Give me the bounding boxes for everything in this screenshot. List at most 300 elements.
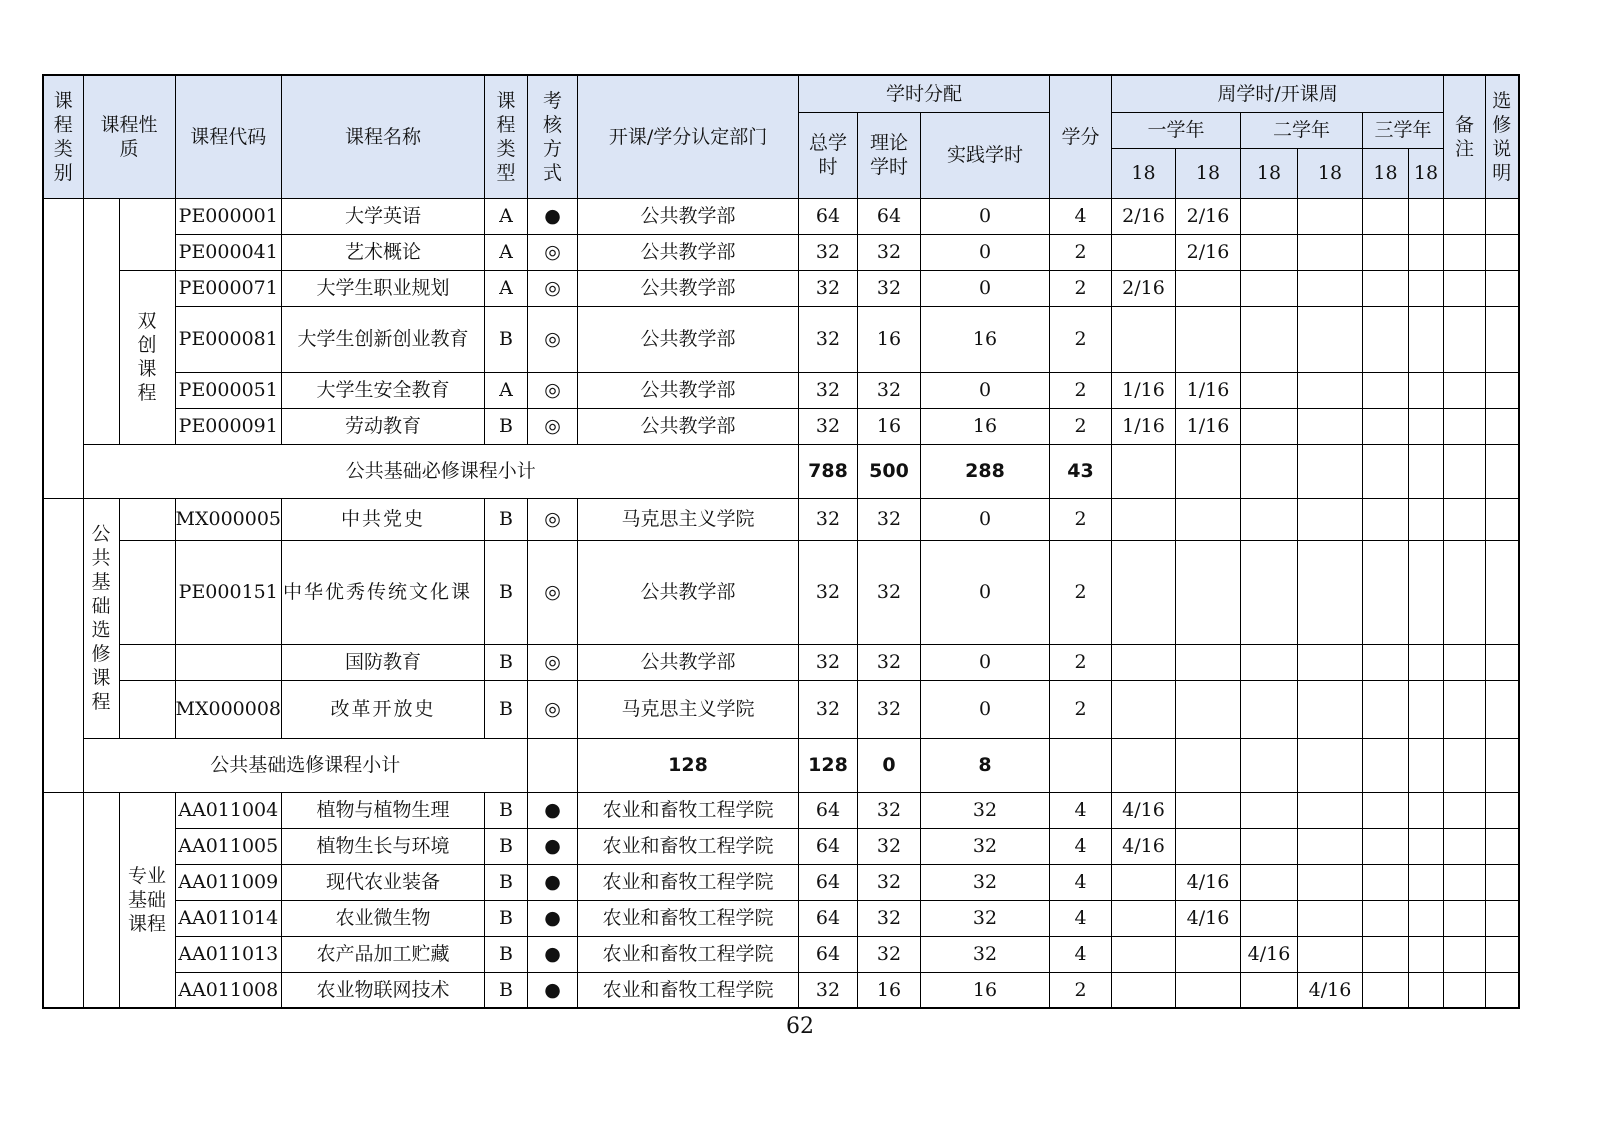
subnature-cell xyxy=(119,198,175,270)
week-cell xyxy=(1112,680,1176,738)
week-cell xyxy=(1409,864,1444,900)
assessment-mark: ● xyxy=(528,198,578,234)
department: 公共教学部 xyxy=(578,372,799,408)
course-code: PE000091 xyxy=(175,408,282,444)
subtotal-credits: 43 xyxy=(1050,444,1112,498)
week-cell xyxy=(1409,198,1444,234)
week-cell xyxy=(1176,498,1241,540)
credits: 2 xyxy=(1050,270,1112,306)
week-cell: 2/16 xyxy=(1112,270,1176,306)
department: 农业和畜牧工程学院 xyxy=(578,828,799,864)
week-cell xyxy=(1363,270,1409,306)
week-cell xyxy=(1363,644,1409,680)
week-cell xyxy=(1241,792,1298,828)
table-row xyxy=(43,900,1519,936)
header-weekly: 周学时/开课周 xyxy=(1112,75,1444,112)
practice-hours: 0 xyxy=(921,498,1050,540)
week-cell xyxy=(1176,306,1241,372)
assessment-mark: ● xyxy=(528,936,578,972)
course-type: B xyxy=(485,900,528,936)
elective-note-cell xyxy=(1486,372,1519,408)
assessment-mark: ◎ xyxy=(528,372,578,408)
week-cell: 1/16 xyxy=(1112,372,1176,408)
week-cell xyxy=(1176,792,1241,828)
assessment-mark: ● xyxy=(528,972,578,1008)
week-cell xyxy=(1241,198,1298,234)
subtotal-credits: 8 xyxy=(921,738,1050,792)
header-week: 18 xyxy=(1112,148,1176,198)
course-name: 大学生创新创业教育 xyxy=(282,306,485,372)
week-cell xyxy=(1409,540,1444,644)
week-cell xyxy=(1241,900,1298,936)
department: 公共教学部 xyxy=(578,234,799,270)
theory-hours: 16 xyxy=(858,408,921,444)
practice-hours: 0 xyxy=(921,372,1050,408)
subtotal-theory-hours: 128 xyxy=(799,738,858,792)
elective-note-cell xyxy=(1486,408,1519,444)
course-type: B xyxy=(485,936,528,972)
week-cell xyxy=(1298,828,1363,864)
practice-hours: 32 xyxy=(921,864,1050,900)
theory-hours: 32 xyxy=(858,644,921,680)
table-row xyxy=(43,372,1519,408)
header-week: 18 xyxy=(1298,148,1363,198)
header-course-category: 课程类别 xyxy=(43,75,83,198)
week-cell: 4/16 xyxy=(1241,936,1298,972)
week-cell xyxy=(1176,540,1241,644)
remarks-cell xyxy=(1444,540,1486,644)
total-hours: 64 xyxy=(799,900,858,936)
course-code: AA011014 xyxy=(175,900,282,936)
week-cell xyxy=(1363,198,1409,234)
course-code: PE000071 xyxy=(175,270,282,306)
week-cell xyxy=(1409,444,1444,498)
remarks-cell xyxy=(1444,270,1486,306)
elective-note-cell xyxy=(1486,270,1519,306)
course-type: B xyxy=(485,408,528,444)
header-department: 开课/学分认定部门 xyxy=(578,75,799,198)
week-cell xyxy=(1176,644,1241,680)
group-label-public-elective: 公共基础选修课程 xyxy=(83,498,119,738)
week-cell xyxy=(1363,900,1409,936)
practice-hours: 16 xyxy=(921,972,1050,1008)
week-cell xyxy=(1409,498,1444,540)
elective-note-cell xyxy=(1486,864,1519,900)
remarks-cell xyxy=(1444,828,1486,864)
course-type: B xyxy=(485,644,528,680)
remarks-cell xyxy=(1444,498,1486,540)
header-theory-hours: 理论学时 xyxy=(858,112,921,198)
course-name: 大学生职业规划 xyxy=(282,270,485,306)
elective-note-cell xyxy=(1486,900,1519,936)
assessment-mark: ◎ xyxy=(528,644,578,680)
elective-note-cell xyxy=(1486,972,1519,1008)
course-type: B xyxy=(485,680,528,738)
week-cell xyxy=(1363,738,1409,792)
course-name: 国防教育 xyxy=(282,644,485,680)
credits: 2 xyxy=(1050,408,1112,444)
week-cell xyxy=(1409,372,1444,408)
course-type: A xyxy=(485,372,528,408)
week-cell: 4/16 xyxy=(1112,792,1176,828)
remarks-cell xyxy=(1444,644,1486,680)
credits: 4 xyxy=(1050,198,1112,234)
week-cell xyxy=(1298,644,1363,680)
remarks-cell xyxy=(1444,372,1486,408)
course-code: PE000151 xyxy=(175,540,282,644)
course-type: A xyxy=(485,198,528,234)
credits: 2 xyxy=(1050,372,1112,408)
course-code: AA011009 xyxy=(175,864,282,900)
week-cell xyxy=(1409,270,1444,306)
week-cell xyxy=(1363,408,1409,444)
category-cell xyxy=(43,498,83,792)
week-cell xyxy=(1241,738,1298,792)
credits: 2 xyxy=(1050,234,1112,270)
table-row xyxy=(43,234,1519,270)
assessment-mark: ◎ xyxy=(528,270,578,306)
header-course-type: 课程类型 xyxy=(485,75,528,198)
table-row xyxy=(43,864,1519,900)
subtotal-label: 公共基础选修课程小计 xyxy=(83,738,528,792)
week-cell xyxy=(1176,680,1241,738)
subnature-cell xyxy=(119,644,175,680)
week-cell xyxy=(1363,372,1409,408)
course-code: PE000051 xyxy=(175,372,282,408)
week-cell xyxy=(1409,408,1444,444)
subtotal-practice-hours: 288 xyxy=(921,444,1050,498)
department: 公共教学部 xyxy=(578,644,799,680)
course-name: 大学英语 xyxy=(282,198,485,234)
header-practice-hours: 实践学时 xyxy=(921,112,1050,198)
assessment-mark: ● xyxy=(528,864,578,900)
department: 公共教学部 xyxy=(578,306,799,372)
total-hours: 64 xyxy=(799,864,858,900)
week-cell xyxy=(1409,936,1444,972)
course-type: B xyxy=(485,828,528,864)
course-code xyxy=(175,644,282,680)
table-row xyxy=(43,792,1519,828)
nature-cell xyxy=(83,792,119,1008)
header-week: 18 xyxy=(1241,148,1298,198)
subtotal-practice-hours: 0 xyxy=(858,738,921,792)
week-cell xyxy=(1241,644,1298,680)
elective-note-cell xyxy=(1486,792,1519,828)
elective-note-cell xyxy=(1486,936,1519,972)
course-type: B xyxy=(485,498,528,540)
credits: 4 xyxy=(1050,936,1112,972)
week-cell: 1/16 xyxy=(1176,372,1241,408)
credits: 4 xyxy=(1050,792,1112,828)
remarks-cell xyxy=(1444,972,1486,1008)
week-cell xyxy=(1112,936,1176,972)
remarks-cell xyxy=(1409,738,1444,792)
remarks-cell xyxy=(1444,234,1486,270)
elective-note-cell xyxy=(1486,444,1519,498)
course-name: 现代农业装备 xyxy=(282,864,485,900)
total-hours: 32 xyxy=(799,408,858,444)
total-hours: 32 xyxy=(799,540,858,644)
department: 马克思主义学院 xyxy=(578,498,799,540)
total-hours: 32 xyxy=(799,234,858,270)
remarks-cell xyxy=(1444,792,1486,828)
week-cell xyxy=(1363,680,1409,738)
theory-hours: 64 xyxy=(858,198,921,234)
course-type: A xyxy=(485,234,528,270)
week-cell xyxy=(1241,498,1298,540)
week-cell xyxy=(1409,828,1444,864)
table-row xyxy=(43,540,1519,644)
week-cell xyxy=(1298,864,1363,900)
course-name: 农产品加工贮藏 xyxy=(282,936,485,972)
week-cell: 4/16 xyxy=(1112,828,1176,864)
week-cell xyxy=(1363,306,1409,372)
credits: 4 xyxy=(1050,900,1112,936)
week-cell: 2/16 xyxy=(1176,234,1241,270)
subnature-cell xyxy=(119,498,175,540)
subtotal-total-hours: 788 xyxy=(799,444,858,498)
credits: 4 xyxy=(1050,828,1112,864)
week-cell xyxy=(1241,828,1298,864)
theory-hours: 32 xyxy=(858,498,921,540)
course-code: MX000008 xyxy=(175,680,282,738)
practice-hours: 0 xyxy=(921,680,1050,738)
week-cell xyxy=(1298,306,1363,372)
course-code: AA011005 xyxy=(175,828,282,864)
practice-hours: 0 xyxy=(921,198,1050,234)
week-cell xyxy=(1409,680,1444,738)
remarks-cell xyxy=(1444,936,1486,972)
subtotal-row-required xyxy=(43,444,1519,498)
header-remarks: 备注 xyxy=(1444,75,1486,198)
table-row xyxy=(43,498,1519,540)
remarks-cell xyxy=(1444,900,1486,936)
practice-hours: 32 xyxy=(921,792,1050,828)
week-cell xyxy=(1363,444,1409,498)
assessment-mark: ◎ xyxy=(528,234,578,270)
week-cell xyxy=(1241,972,1298,1008)
remarks-cell xyxy=(1444,198,1486,234)
department: 农业和畜牧工程学院 xyxy=(578,972,799,1008)
week-cell xyxy=(1298,372,1363,408)
practice-hours: 32 xyxy=(921,900,1050,936)
table-row xyxy=(43,198,1519,234)
group-label-shuangchuang: 双创课程 xyxy=(119,270,175,444)
course-name: 改革开放史 xyxy=(282,680,485,738)
elective-note-cell xyxy=(1444,738,1486,792)
week-cell xyxy=(1298,198,1363,234)
credits: 2 xyxy=(1050,498,1112,540)
practice-hours: 0 xyxy=(921,234,1050,270)
table-row xyxy=(43,408,1519,444)
course-type: B xyxy=(485,540,528,644)
department: 公共教学部 xyxy=(578,408,799,444)
week-cell xyxy=(1241,234,1298,270)
table-row xyxy=(43,680,1519,738)
week-cell xyxy=(1363,498,1409,540)
week-cell xyxy=(1176,936,1241,972)
elective-note-cell xyxy=(1486,540,1519,644)
header-week: 18 xyxy=(1176,148,1241,198)
week-cell: 4/16 xyxy=(1176,864,1241,900)
course-plan-table-wrapper xyxy=(42,74,1520,1009)
week-cell xyxy=(1363,972,1409,1008)
practice-hours: 0 xyxy=(921,270,1050,306)
week-cell xyxy=(1298,680,1363,738)
header-course-name: 课程名称 xyxy=(282,75,485,198)
subtotal-theory-hours: 500 xyxy=(858,444,921,498)
week-cell xyxy=(1241,306,1298,372)
elective-note-cell xyxy=(1486,644,1519,680)
theory-hours: 32 xyxy=(858,270,921,306)
subtotal-department xyxy=(528,738,578,792)
week-cell xyxy=(1409,792,1444,828)
credits: 4 xyxy=(1050,864,1112,900)
elective-note-cell xyxy=(1486,828,1519,864)
department: 公共教学部 xyxy=(578,540,799,644)
theory-hours: 16 xyxy=(858,972,921,1008)
header-course-nature: 课程性质 xyxy=(83,75,175,198)
total-hours: 64 xyxy=(799,936,858,972)
week-cell xyxy=(1112,972,1176,1008)
table-row xyxy=(43,270,1519,306)
department: 农业和畜牧工程学院 xyxy=(578,900,799,936)
week-cell: 2/16 xyxy=(1176,198,1241,234)
week-cell: 4/16 xyxy=(1176,900,1241,936)
week-cell: 4/16 xyxy=(1298,972,1363,1008)
total-hours: 32 xyxy=(799,270,858,306)
course-code: PE000001 xyxy=(175,198,282,234)
assessment-mark: ● xyxy=(528,792,578,828)
week-cell xyxy=(1112,498,1176,540)
week-cell: 2/16 xyxy=(1112,198,1176,234)
elective-note-cell xyxy=(1486,198,1519,234)
subtotal-total-hours: 128 xyxy=(578,738,799,792)
subnature-cell xyxy=(119,540,175,644)
header-elective-note: 选修说明 xyxy=(1486,75,1519,198)
week-cell xyxy=(1409,900,1444,936)
course-code: MX000005 xyxy=(175,498,282,540)
week-cell xyxy=(1050,738,1112,792)
subtotal-row-elective xyxy=(43,738,1519,792)
theory-hours: 32 xyxy=(858,680,921,738)
remarks-cell xyxy=(1444,408,1486,444)
week-cell xyxy=(1241,680,1298,738)
total-hours: 32 xyxy=(799,306,858,372)
category-cell xyxy=(43,792,83,1008)
department: 农业和畜牧工程学院 xyxy=(578,864,799,900)
total-hours: 32 xyxy=(799,372,858,408)
course-code: AA011008 xyxy=(175,972,282,1008)
practice-hours: 0 xyxy=(921,540,1050,644)
week-cell xyxy=(1112,444,1176,498)
week-cell xyxy=(1112,900,1176,936)
group-label-professional-basic: 专业基础课程 xyxy=(119,792,175,1008)
week-cell xyxy=(1298,234,1363,270)
theory-hours: 32 xyxy=(858,828,921,864)
header-course-code: 课程代码 xyxy=(175,75,282,198)
course-type: B xyxy=(485,972,528,1008)
course-name: 艺术概论 xyxy=(282,234,485,270)
credits: 2 xyxy=(1050,680,1112,738)
practice-hours: 16 xyxy=(921,306,1050,372)
total-hours: 32 xyxy=(799,972,858,1008)
total-hours: 32 xyxy=(799,644,858,680)
course-type: B xyxy=(485,792,528,828)
credits: 2 xyxy=(1050,306,1112,372)
header-credits: 学分 xyxy=(1050,75,1112,198)
week-cell xyxy=(1112,738,1176,792)
week-cell xyxy=(1363,234,1409,270)
week-cell xyxy=(1298,408,1363,444)
week-cell xyxy=(1176,738,1241,792)
department: 农业和畜牧工程学院 xyxy=(578,792,799,828)
week-cell xyxy=(1176,972,1241,1008)
week-cell xyxy=(1112,234,1176,270)
elective-note-cell xyxy=(1486,680,1519,738)
header-year2: 二学年 xyxy=(1241,112,1363,148)
week-cell xyxy=(1363,936,1409,972)
week-cell xyxy=(1363,540,1409,644)
practice-hours: 32 xyxy=(921,828,1050,864)
week-cell xyxy=(1241,270,1298,306)
week-cell xyxy=(1241,372,1298,408)
elective-note-cell xyxy=(1486,306,1519,372)
table-row xyxy=(43,828,1519,864)
course-name: 植物生长与环境 xyxy=(282,828,485,864)
theory-hours: 32 xyxy=(858,936,921,972)
assessment-mark: ◎ xyxy=(528,408,578,444)
course-type: A xyxy=(485,270,528,306)
category-cell xyxy=(43,198,83,498)
week-cell xyxy=(1298,270,1363,306)
week-cell: 1/16 xyxy=(1112,408,1176,444)
theory-hours: 32 xyxy=(858,864,921,900)
practice-hours: 32 xyxy=(921,936,1050,972)
week-cell xyxy=(1112,306,1176,372)
theory-hours: 16 xyxy=(858,306,921,372)
week-cell xyxy=(1298,498,1363,540)
week-cell xyxy=(1298,540,1363,644)
week-cell xyxy=(1409,306,1444,372)
department: 公共教学部 xyxy=(578,270,799,306)
theory-hours: 32 xyxy=(858,372,921,408)
course-code: AA011013 xyxy=(175,936,282,972)
header-assessment: 考核方式 xyxy=(528,75,578,198)
header-week: 18 xyxy=(1409,148,1444,198)
header-year1: 一学年 xyxy=(1112,112,1241,148)
week-cell xyxy=(1241,540,1298,644)
course-type: B xyxy=(485,306,528,372)
remarks-cell xyxy=(1444,444,1486,498)
week-cell xyxy=(1112,864,1176,900)
week-cell xyxy=(1363,864,1409,900)
assessment-mark: ◎ xyxy=(528,306,578,372)
week-cell xyxy=(1298,936,1363,972)
assessment-mark: ● xyxy=(528,900,578,936)
week-cell xyxy=(1176,444,1241,498)
theory-hours: 32 xyxy=(858,234,921,270)
department: 公共教学部 xyxy=(578,198,799,234)
week-cell xyxy=(1241,444,1298,498)
assessment-mark: ● xyxy=(528,828,578,864)
week-cell xyxy=(1241,864,1298,900)
remarks-cell xyxy=(1444,306,1486,372)
week-cell xyxy=(1176,270,1241,306)
course-name: 中华优秀传统文化课 xyxy=(282,540,485,644)
header-week: 18 xyxy=(1363,148,1409,198)
course-name: 劳动教育 xyxy=(282,408,485,444)
